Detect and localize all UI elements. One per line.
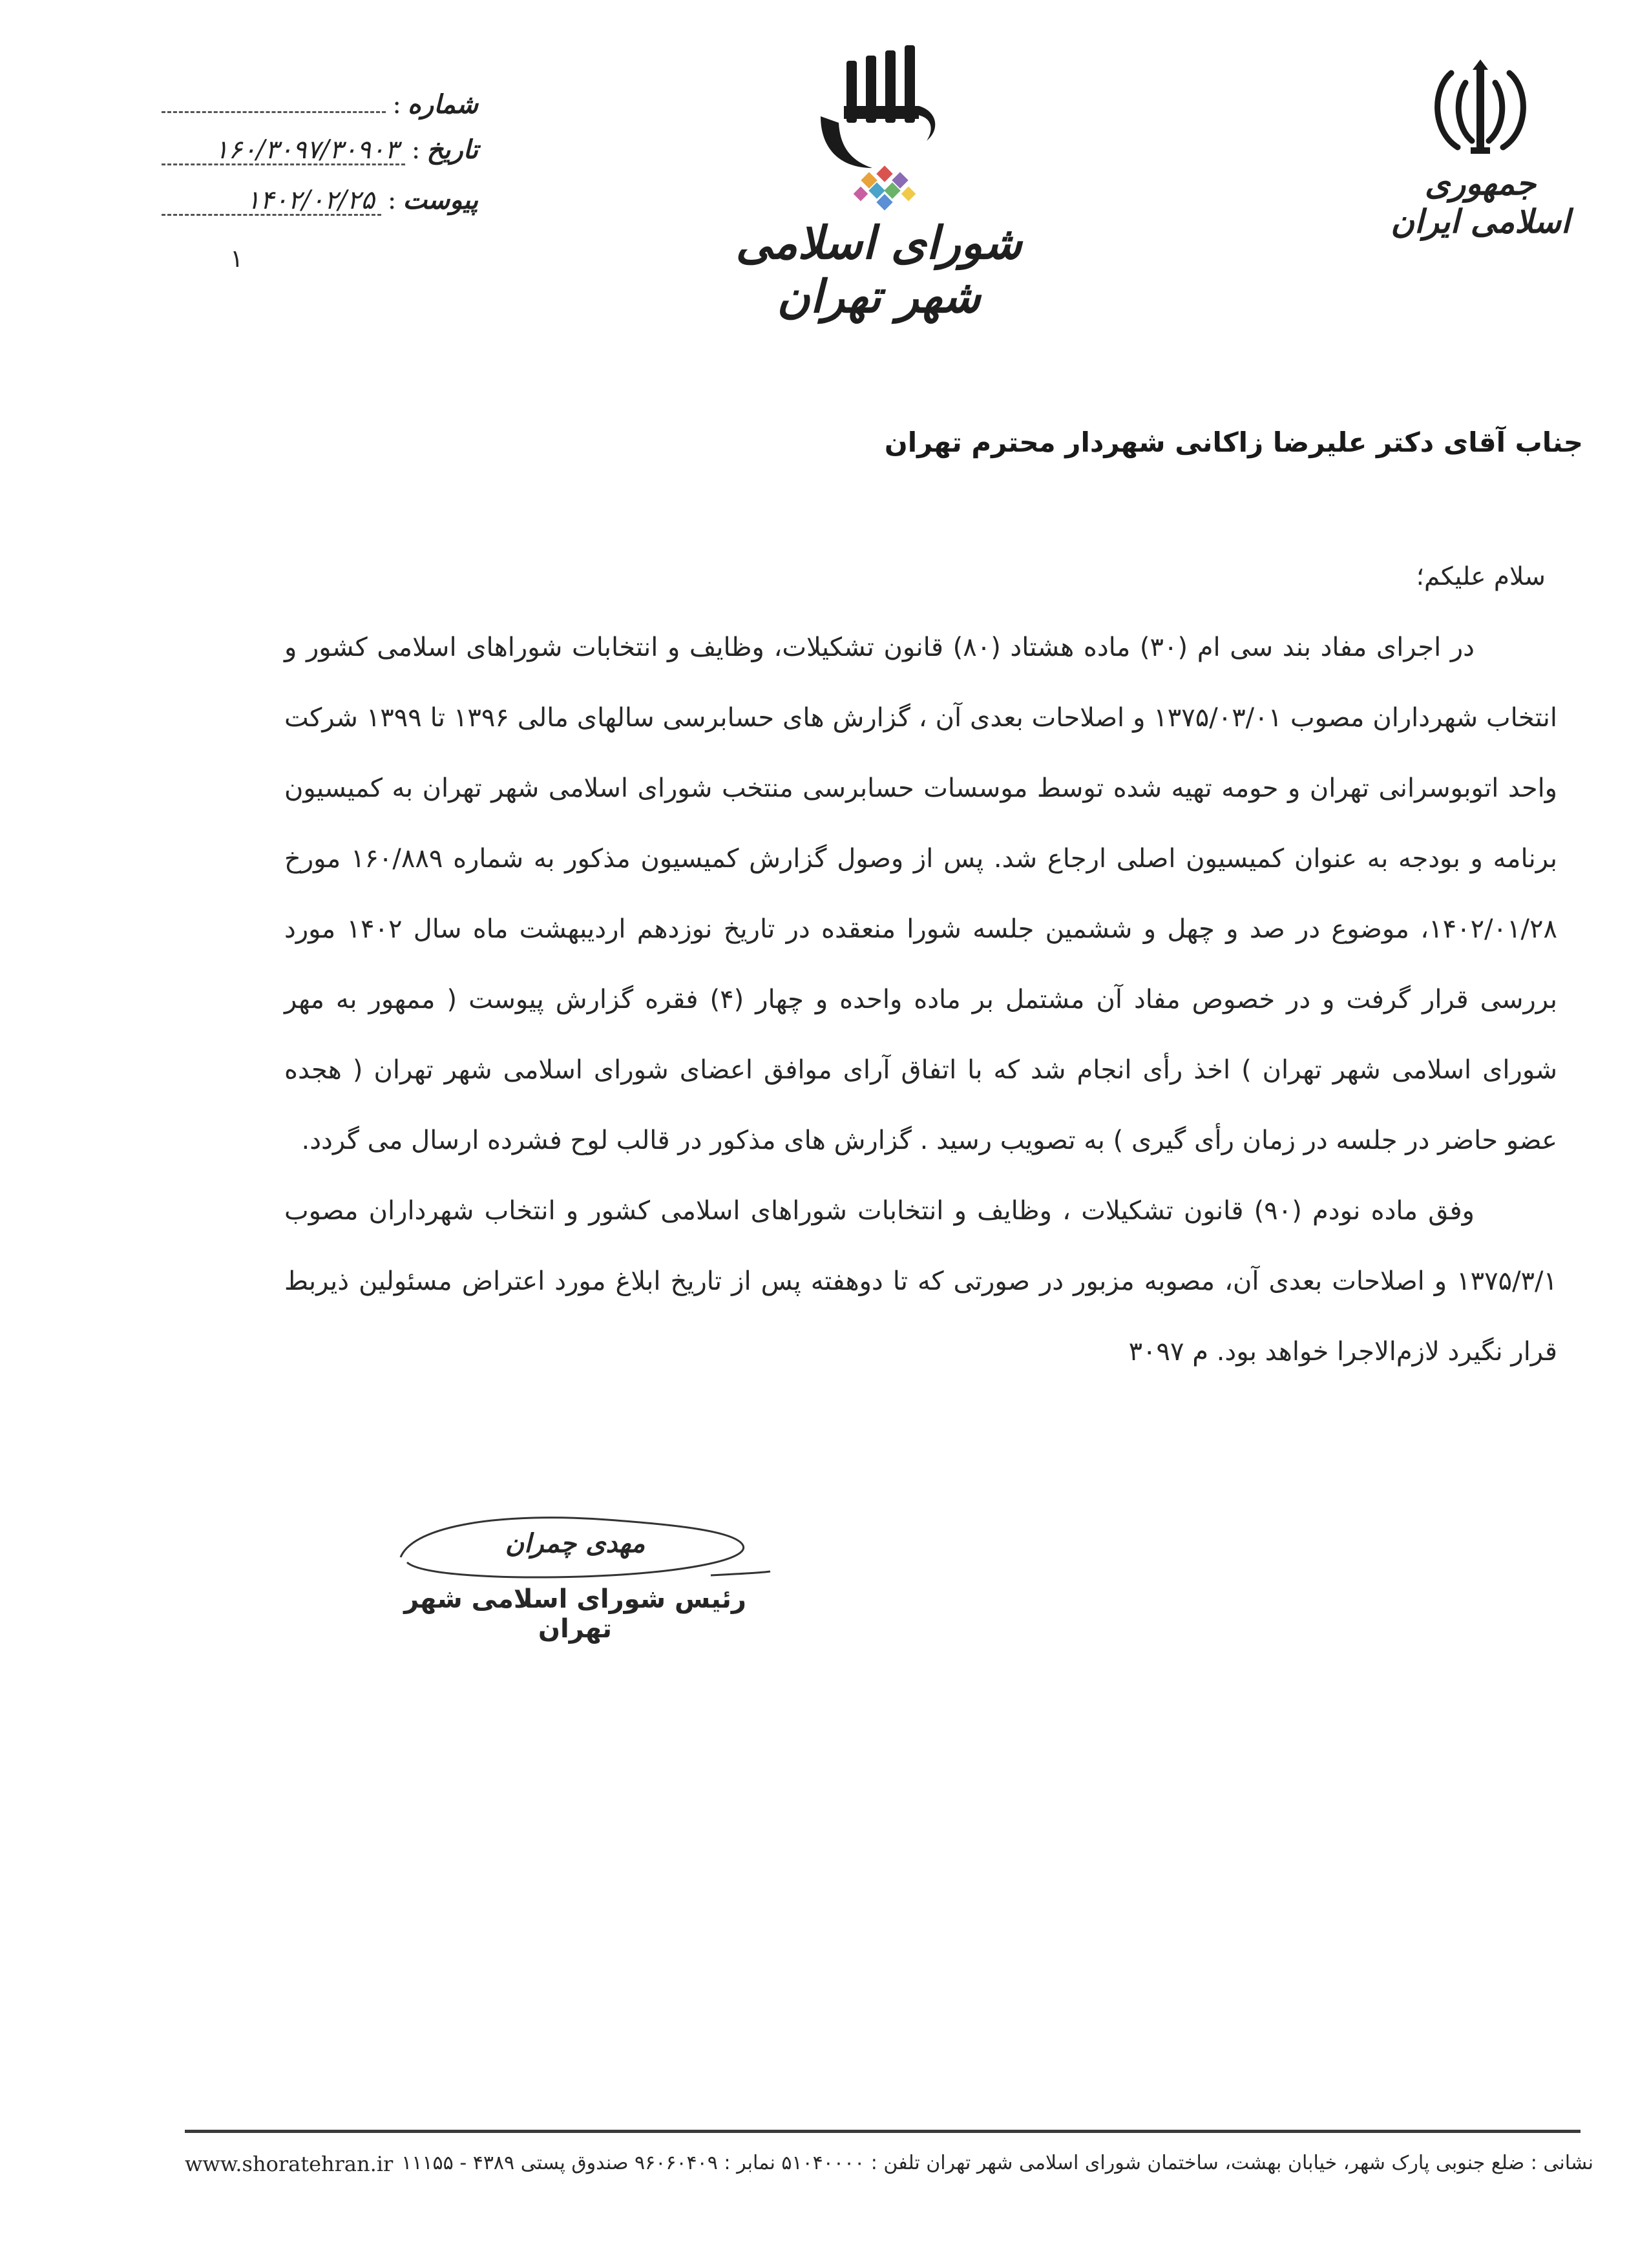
number-row: شماره :	[162, 84, 478, 134]
tehran-council-logo-icon	[782, 39, 976, 213]
addressee: جناب آقای دکتر علیرضا زاکانی شهردار محترم تهران	[884, 426, 1583, 458]
signatory-name: مهدی چمران	[505, 1529, 646, 1559]
number-value	[162, 84, 386, 113]
signature-block	[375, 1486, 775, 1644]
greeting: سلام علیکم؛	[1416, 562, 1546, 591]
iran-emblem-block	[1374, 57, 1587, 240]
body-paragraph: در اجرای مفاد بند سی ام (۳۰) ماده هشتاد (۸۰) قانون تشکیلات، وظایف و انتخابات شوراهای اسلامی کشور و انتخاب شهرداران مصوب ۱۳۷۵/۰۳/۰۱ و اصلاحات بعدی آن ، گزارش های حسابرسی سالهای مالی ۱۳۹۶ تا ۱۳۹۹ شرکت واحد اتوبوسرانی تهران و حومه تهیه شده توسط موسسات حسابرسی منتخب شورای اسلامی شهر تهران به کمیسیون برنامه و بودجه به عنوان کمیسیون اصلی ارجاع شد. پس از وصول گزارش کمیسیون مذکور به شماره ۱۶۰/۸۸۹ مورخ ۱۴۰۲/۰۱/۲۸، موضوع در صد و چهل و ششمین جلسه شورا منعقده در تاریخ نوزدهم اردیبهشت ماه سال ۱۴۰۲ مورد بررسی قرار گرفت و در خصوص مفاد آن مشتمل بر ماده واحده و چهار (۴) فقره گزارش پیوست ( ممهور به مهر شورای اسلامی شهر تهران ) اخذ رأی انجام شد که با اتفاق آرای موافق اعضای شورای اسلامی شهر تهران ( هجده عضو حاضر در جلسه در زمان رأی گیری ) به تصویب رسید . گزارش های مذکور در قالب لوح فشرده ارسال می گردد.	[284, 633, 1558, 1155]
attachment-value: ۱۴۰۲/۰۲/۲۵	[162, 187, 381, 216]
council-name: شورای اسلامی شهر تهران	[735, 216, 1022, 323]
footer-divider	[185, 2130, 1581, 2133]
letter-reference-fields	[162, 84, 478, 235]
date-row: تاریخ : ۱۶۰/۳۰۹۷/۳۰۹۰۳	[162, 134, 478, 185]
body-paragraph: وفق ماده نودم (۹۰) قانون تشکیلات ، وظایف و انتخابات شوراهای اسلامی کشور و انتخاب شهرداران مصوب ۱۳۷۵/۳/۱ و اصلاحات بعدی آن، مصوبه مزبور در صورتی که تا دوهفته پس از تاریخ ابلاغ مورد اعتراض مسئولین ذیربط قرار نگیرد لازم‌الاجرا خواهد بود. م ۳۰۹۷	[284, 1196, 1557, 1367]
signatory-title: رئیس شورای اسلامی شهر تهران	[404, 1584, 746, 1644]
council-logo-block	[698, 39, 1060, 323]
number-label: شماره	[407, 89, 478, 120]
date-label: تاریخ	[426, 134, 478, 165]
attachment-label: پیوست	[403, 185, 478, 215]
footer-website-link[interactable]: www.shoratehran.ir	[185, 2152, 394, 2176]
footer-address: نشانی : ضلع جنوبی پارک شهر، خیابان بهشت، ساختمان شورای اسلامی شهر تهران تلفن : ۵۱۰۴۰۰۰۰ نمابر : ۹۶۰۶۰۴۰۹ صندوق پستی ۴۳۸۹ - ۱۱۱۵۵	[401, 2152, 1593, 2174]
attachment-count: ۱	[230, 244, 244, 273]
attachment-row: پیوست : ۱۴۰۲/۰۲/۲۵	[162, 185, 478, 235]
iran-emblem-icon	[1419, 57, 1542, 160]
emblem-caption: جمهوری اسلامی ایران	[1391, 164, 1570, 240]
date-value: ۱۶۰/۳۰۹۷/۳۰۹۰۳	[162, 136, 405, 165]
